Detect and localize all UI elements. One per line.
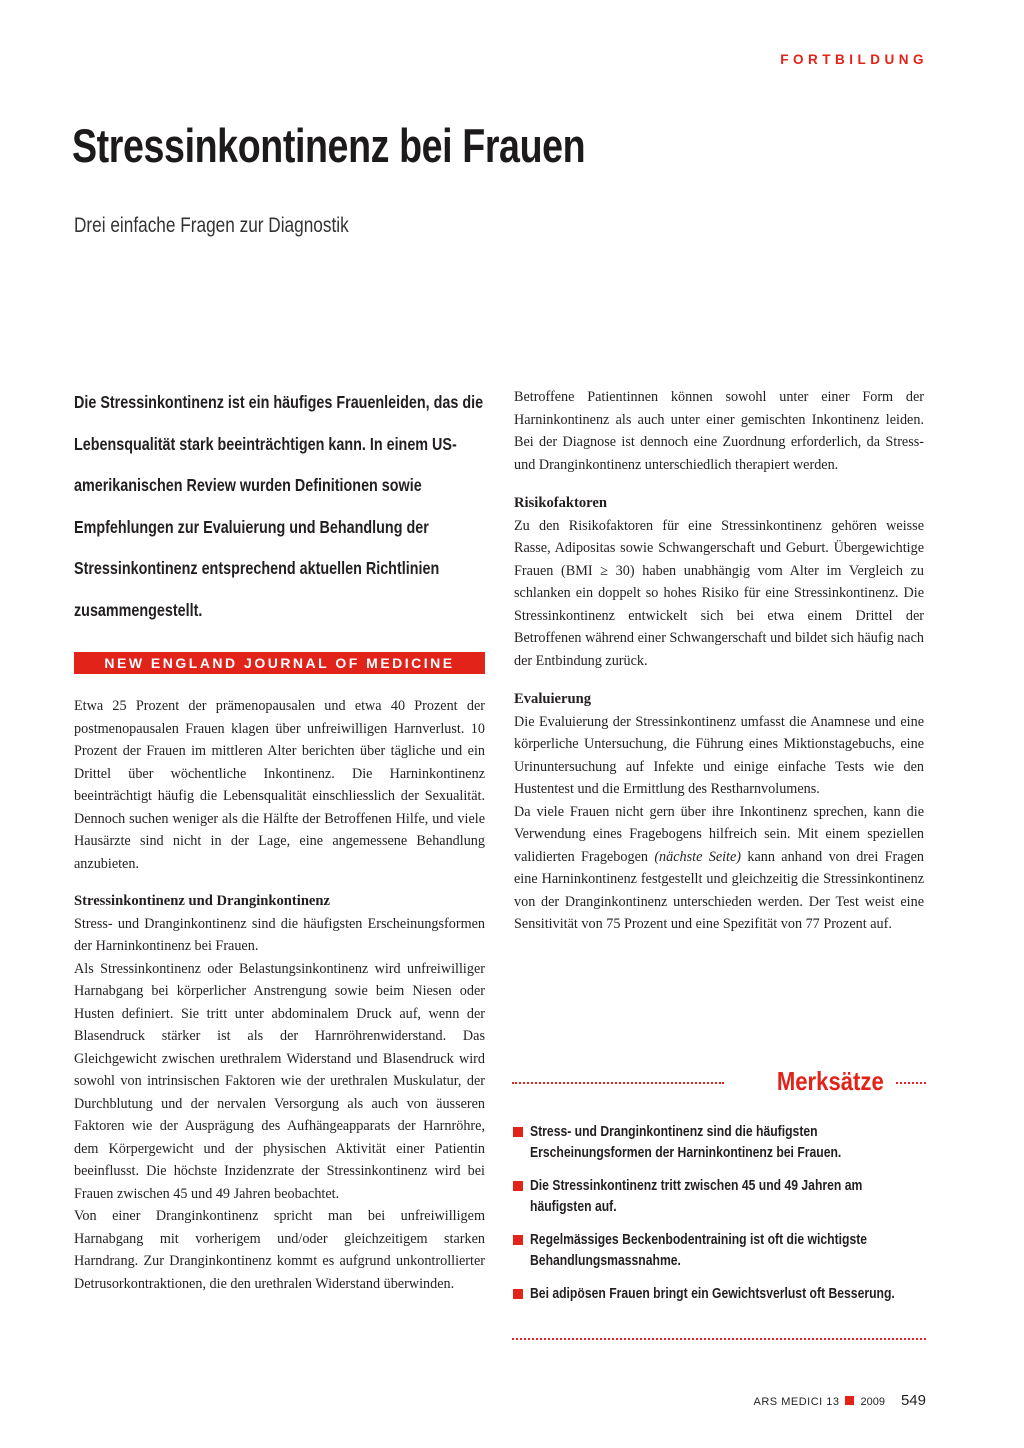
intro-paragraph: Etwa 25 Prozent der prämenopausalen und etwa 40 Prozent der postmenopausalen Frauen klagen über unfreiwilligen Harnverlust. 10 Prozent der Frauen im mittleren Alter berichten über tägliche und ein Drittel über wöchentliche Inkontinenz. Die Harninkontinenz beeinträchtigt häufig die Lebensqualität einschliesslich der Sexualität. Dennoch suchen weniger als die Hälfte der Betroffenen Hilfe, und viele Hausärzte sind nicht in der Lage, eine angemessene Behandlung anzubieten. [74, 698, 485, 872]
merksaetze-list [512, 1122, 926, 1317]
text-span: Da viele Frauen nicht gern über ihre Inkontinenz sprechen, kann die Verwendung eines Fragebogens hilfreich sein. Mit einem speziellen validierten Fragebogen [514, 803, 924, 865]
list-item-text: Bei adipösen Frauen bringt ein Gewichtsverlust oft Besserung. [530, 1286, 895, 1302]
list-item-text: Die Stressinkontinenz tritt zwischen 45 und 49 Jahren am häufigsten auf. [530, 1178, 863, 1215]
article-title: Stressinkontinenz bei Frauen [72, 119, 586, 172]
dotted-rule-right [896, 1082, 926, 1084]
issue-year: 2009 [860, 1396, 885, 1408]
next-page-reference: (nächste Seite) [654, 848, 742, 865]
paragraph: Zu den Risikofaktoren für eine Stressinkontinenz gehören weisse Rasse, Adipositas sowie Schwangerschaft und Geburt. Übergewichtige Frauen (BMI ≥ 30) haben unabhängig vom Alter im Vergleich zu schlanken ein doppelt so hohes Risiko für eine Stressinkontinenz. Die Stressinkontinenz entwickelt sich bei etwa einem Drittel der Betroffenen während einer Schwangerschaft und bildet sich häufig nach der Entbindung zurück. [514, 517, 924, 669]
merksaetze-title: Merksätze [777, 1066, 884, 1096]
square-bullet-icon [513, 1127, 523, 1137]
square-bullet-icon [513, 1289, 523, 1299]
left-column [74, 382, 485, 1295]
paragraph: Von einer Dranginkontinenz spricht man bei unfreiwilligem Harnabgang mit vorherigem und/oder gleichzeitigem starken Harndrang. Zur Dranginkontinenz kommt es aufgrund unkontrollierter Detrusorkontraktionen, die den urethralen Widerstand überwinden. [74, 1208, 485, 1292]
right-column [514, 386, 924, 936]
list-item [512, 1230, 926, 1272]
text-span: kann anhand von drei Fragen eine Harninkontinenz festgestellt und gleichzeitig die Stressinkontinenz von der Dranginkontinenz unterschieden werden. Der Test weist eine Sensitivität von 75 Prozent und eine Spezifität von 77 Prozent auf. [514, 848, 925, 932]
paragraph: Stress- und Dranginkontinenz sind die häufigsten Erscheinungsformen der Harninkontinenz bei Frauen. [74, 915, 485, 954]
dotted-rule-left [512, 1082, 724, 1084]
section-heading-stress-drang: Stressinkontinenz und Dranginkontinenz [74, 893, 331, 909]
section-label: FORTBILDUNG [780, 52, 928, 67]
list-item-text: Regelmässiges Beckenbodentraining ist oft die wichtigste Behandlungsmassnahme. [530, 1232, 868, 1269]
page-number: 549 [900, 1392, 926, 1409]
square-separator-icon [845, 1396, 854, 1405]
list-item [512, 1176, 926, 1218]
list-item [512, 1122, 926, 1164]
lead-paragraph: Die Stressinkontinenz ist ein häufiges Frauenleiden, das die Lebensqualität stark beeinträchtigen kann. In einem US-amerikanischen Review wurden Definitionen sowie Empfehlungen zur Evaluierung und Behandlung der Stressinkontinenz entsprechend aktuellen Richtlinien zusammengestellt. [74, 392, 484, 620]
section-heading-risikofaktoren: Risikofaktoren [514, 495, 607, 511]
journal-name: ARS MEDICI 13 [753, 1396, 840, 1408]
square-bullet-icon [513, 1181, 523, 1191]
paragraph: Als Stressinkontinenz oder Belastungsinkontinenz wird unfreiwilliger Harnabgang bei körperlicher Anstrengung sowie beim Niesen oder Husten definiert. Sie tritt unter abdominalem Druck auf, wenn der Blasendruck stärker ist als der Harnröhrenwiderstand. Das Gleichgewicht zwischen urethralem Widerstand und Blasendruck wird sowohl von intrinsischen Faktoren wie der urethralen Muskulatur, der Durchblutung und der nervalen Versorgung als auch von äusseren Faktoren wie der Ausprägung des Aufhängeapparats der Harnröhre, dem Körpergewicht und der physischen Aktivität einer Patientin beeinflusst. Die höchste Inzidenzrate der Stressinkontinenz wird bei Frauen zwischen 45 und 49 Jahren beobachtet. [74, 960, 485, 1202]
dotted-rule-bottom [512, 1338, 926, 1340]
source-bar: NEW ENGLAND JOURNAL OF MEDICINE [74, 652, 485, 674]
paragraph: Die Evaluierung der Stressinkontinenz umfasst die Anamnese und eine körperliche Untersuchung, die Führung eines Miktionstagebuchs, eine Urinuntersuchung auf Infekte und einige einfache Tests wie den Hustentest und die Ermittlung des Restharnvolumens. [514, 713, 924, 797]
article-subtitle: Drei einfache Fragen zur Diagnostik [74, 214, 349, 237]
square-bullet-icon [513, 1235, 523, 1245]
list-item-text: Stress- und Dranginkontinenz sind die häufigsten Erscheinungsformen der Harninkontinenz bei Frauen. [530, 1124, 842, 1161]
paragraph: Betroffene Patientinnen können sowohl unter einer Form der Harninkontinenz als auch unter einer gemischten Inkontinenz leiden. Bei der Diagnose ist dennoch eine Zuordnung erforderlich, da Stress- und Dranginkontinenz unterschiedlich therapiert werden. [514, 389, 924, 473]
page-footer [754, 1392, 926, 1409]
list-item [512, 1284, 926, 1305]
paragraph [514, 801, 924, 936]
merksaetze-header [512, 1066, 926, 1094]
section-heading-evaluierung: Evaluierung [514, 691, 592, 707]
